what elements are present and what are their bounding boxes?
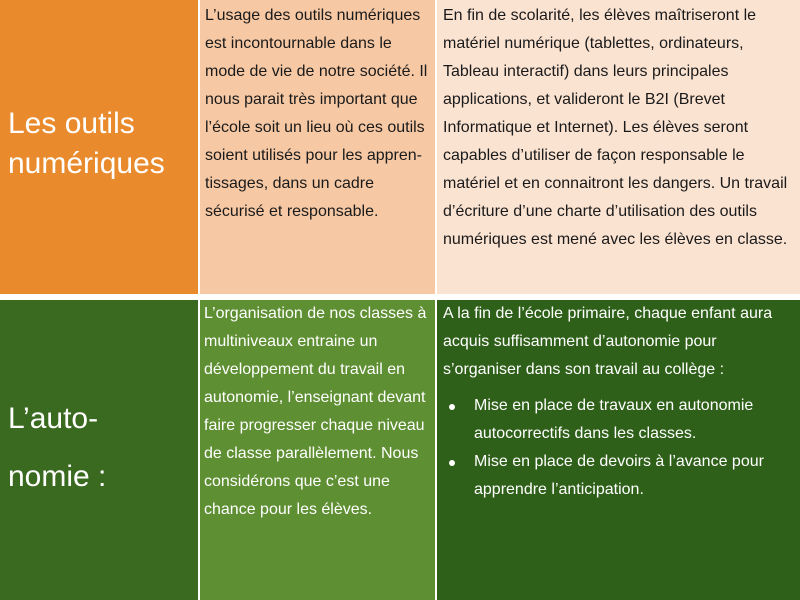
heading-autonomy xyxy=(8,390,106,506)
heading-line: nomie : xyxy=(8,460,107,493)
autonomy-objectives-block xyxy=(443,300,795,504)
bullet-item xyxy=(443,448,795,504)
row-digital-tools-right-cell xyxy=(437,0,800,294)
row-autonomy-heading-cell xyxy=(0,300,198,600)
heading-digital-tools xyxy=(8,104,165,184)
autonomy-rationale-text: L’organisation de nos classes à multiniveaux entraine un développement du travail en autonomie, l’enseignant devant faire progresser chaque niveau de classe parallèlement. Nous considérons que c’est une chance pour les élèves. xyxy=(204,305,427,518)
autonomy-bullet-list xyxy=(443,392,795,504)
row-autonomy-middle-cell xyxy=(200,300,435,600)
heading-line: Les outils xyxy=(8,107,135,140)
bullet-text: Mise en place de travaux en autonomie autocorrectifs dans les classes. xyxy=(474,397,754,442)
digital-tools-rationale-text: L’usage des outils numériques est incontournable dans le mode de vie de notre société. Il nous parait très important que l’école soit un lieu où ces outils soient utilisés pour les appren-tissages, dans un cadre sécurisé et responsable. xyxy=(205,7,428,220)
bullet-icon xyxy=(449,404,455,410)
row-digital-tools-heading-cell xyxy=(0,0,198,294)
autonomy-objectives-intro: A la fin de l’école primaire, chaque enfant aura acquis suffisamment d’autonomie pour s’organiser dans son travail au collège : xyxy=(443,305,773,378)
bullet-item xyxy=(443,392,795,448)
bullet-text: Mise en place de devoirs à l’avance pour apprendre l’anticipation. xyxy=(474,453,764,498)
row-digital-tools-middle-cell xyxy=(200,0,435,294)
bullet-icon xyxy=(449,460,455,466)
digital-tools-objectives-text: En fin de scolarité, les élèves maîtriseront le matériel numérique (tablettes, ordinateurs, Tableau interactif) dans leurs principales applications, et valideront le B2I (Brevet Informatique et Internet). Les élèves seront capables d’utiliser de façon responsable le matériel et en connaitront les dangers. Un travail d’écriture d’une charte d’utilisation des outils numériques est mené avec les élèves en classe. xyxy=(443,7,788,248)
row-autonomy-right-cell xyxy=(437,300,800,600)
heading-line: L’auto- xyxy=(8,402,99,435)
heading-line: numériques xyxy=(8,147,165,180)
